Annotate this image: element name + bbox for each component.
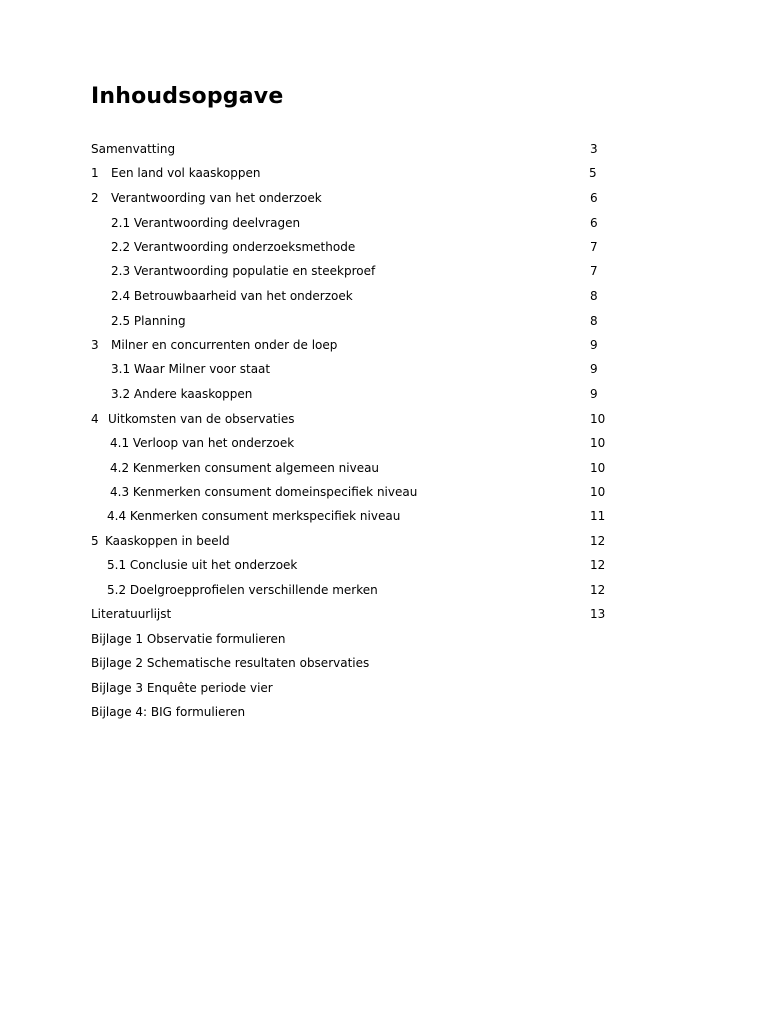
toc-entry-title: 3.1 Waar Milner voor staat bbox=[111, 362, 271, 376]
toc-page-number: 12 bbox=[590, 534, 606, 548]
toc-page-number: 6 bbox=[590, 191, 598, 205]
toc-page-number: 10 bbox=[590, 436, 606, 450]
toc-page-number: 5 bbox=[589, 166, 597, 180]
toc-page-row bbox=[0, 189, 768, 207]
toc-page-row bbox=[0, 140, 768, 158]
toc-entry-title: 4.3 Kenmerken consument domeinspecifiek niveau bbox=[110, 485, 418, 499]
toc-chapter-number: 1 bbox=[91, 166, 99, 180]
toc-entry-title: 2.1 Verantwoording deelvragen bbox=[111, 216, 301, 230]
toc-entry-title: 2.2 Verantwoording onderzoeksmethode bbox=[111, 240, 356, 254]
toc-entry-title: Bijlage 1 Observatie formulieren bbox=[91, 632, 286, 646]
toc-entry-title: 2.3 Verantwoording populatie en steekproef bbox=[111, 264, 376, 278]
toc-page-number: 12 bbox=[590, 558, 606, 572]
toc-chapter-number: 4 bbox=[91, 412, 99, 426]
toc-entry-title: Verantwoording van het onderzoek bbox=[111, 191, 322, 205]
toc-entry-title: 5.1 Conclusie uit het onderzoek bbox=[107, 558, 298, 572]
toc-entry-title: Bijlage 2 Schematische resultaten observaties bbox=[91, 656, 370, 670]
toc-page-row bbox=[0, 164, 768, 182]
toc-page-row bbox=[0, 581, 768, 599]
toc-page-number: 7 bbox=[590, 264, 598, 278]
toc-chapter-number: 5 bbox=[91, 534, 99, 548]
toc-page-number: 7 bbox=[590, 240, 598, 254]
toc-entry-title: Milner en concurrenten onder de loep bbox=[111, 338, 338, 352]
toc-page-row bbox=[0, 483, 768, 501]
toc-page-number: 8 bbox=[590, 314, 598, 328]
toc-entry-title: Literatuurlijst bbox=[91, 607, 172, 621]
toc-page-row bbox=[0, 360, 768, 378]
toc-page-number: 3 bbox=[590, 142, 598, 156]
toc-page-row bbox=[0, 532, 768, 550]
toc-entry-title: Bijlage 4: BIG formulieren bbox=[91, 705, 246, 719]
toc-entry-title: Samenvatting bbox=[91, 142, 176, 156]
toc-page-number: 9 bbox=[590, 338, 598, 352]
toc-page-row bbox=[0, 434, 768, 452]
toc-entry-title: 4.2 Kenmerken consument algemeen niveau bbox=[110, 461, 380, 475]
toc-entry-title: 2.5 Planning bbox=[111, 314, 186, 328]
toc-page-row bbox=[0, 312, 768, 330]
toc-entry-title: Bijlage 3 Enquête periode vier bbox=[91, 681, 273, 695]
toc-page-number: 8 bbox=[590, 289, 598, 303]
toc-page-row bbox=[0, 410, 768, 428]
toc-page-number: 9 bbox=[590, 362, 598, 376]
toc-page-number: 10 bbox=[590, 485, 606, 499]
toc-entry-title: Een land vol kaaskoppen bbox=[111, 166, 261, 180]
toc-entry-title: 3.2 Andere kaaskoppen bbox=[111, 387, 253, 401]
toc-page-row bbox=[0, 459, 768, 477]
toc-page-row bbox=[0, 385, 768, 403]
toc-page-number: 13 bbox=[590, 607, 606, 621]
toc-entry-title: 4.1 Verloop van het onderzoek bbox=[110, 436, 295, 450]
toc-page-row bbox=[0, 238, 768, 256]
toc-page-number: 10 bbox=[590, 412, 606, 426]
toc-page-number: 6 bbox=[590, 216, 598, 230]
toc-page-number: 12 bbox=[590, 583, 606, 597]
toc-page-row bbox=[0, 262, 768, 280]
toc-entry-title: Uitkomsten van de observaties bbox=[108, 412, 295, 426]
toc-entry-title: 2.4 Betrouwbaarheid van het onderzoek bbox=[111, 289, 353, 303]
toc-entry-title: Kaaskoppen in beeld bbox=[105, 534, 230, 548]
toc-page-number: 10 bbox=[590, 461, 606, 475]
toc-chapter-number: 3 bbox=[91, 338, 99, 352]
toc-page-row bbox=[0, 507, 768, 525]
toc-page-row bbox=[0, 214, 768, 232]
toc-page-number: 11 bbox=[590, 509, 606, 523]
page-title: Inhoudsopgave bbox=[91, 84, 284, 109]
toc-entry-title: 5.2 Doelgroepprofielen verschillende merken bbox=[107, 583, 378, 597]
toc-page-number: 9 bbox=[590, 387, 598, 401]
toc-chapter-number: 2 bbox=[91, 191, 99, 205]
toc-page-row bbox=[0, 287, 768, 305]
toc-entry-title: 4.4 Kenmerken consument merkspecifiek niveau bbox=[107, 509, 401, 523]
toc-page-row bbox=[0, 556, 768, 574]
toc-page-row bbox=[0, 605, 768, 623]
toc-page-row bbox=[0, 336, 768, 354]
